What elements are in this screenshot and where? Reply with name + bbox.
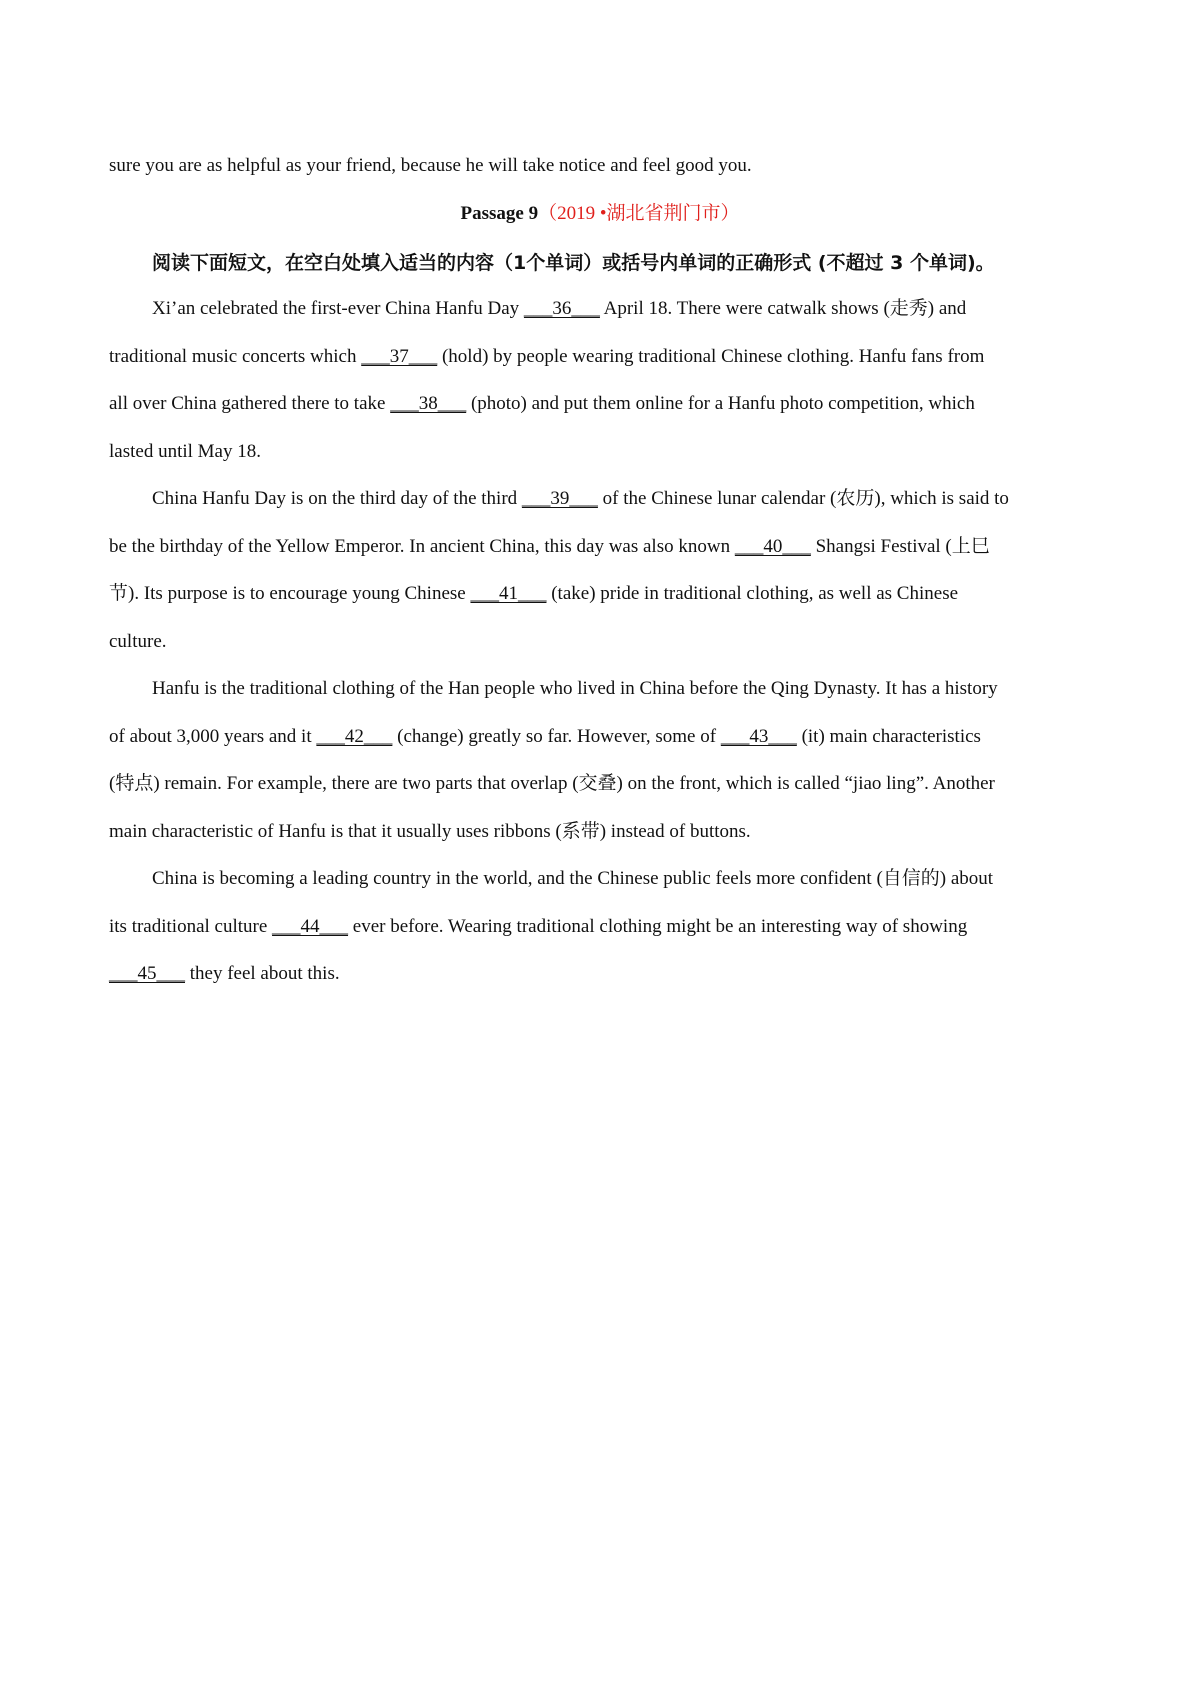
text-line: China is becoming a leading country in the world, and the Chinese public feels more confident (自信的) about [152,868,994,889]
passage-instruction: 阅读下面短文，在空白处填入适当的内容（1个单词）或括号内单词的正确形式 (不超过 3 个单词)。 [152,252,995,274]
text-run: Shangsi Festival (上巳 [810,535,990,557]
text-run: traditional music concerts which [109,345,362,367]
text-line [109,475,1101,523]
text-line [109,333,1101,381]
text-line: main characteristic of Hanfu is that it usually uses ribbons (系带) instead of buttons. [109,820,751,842]
blank-40: ___40___ [734,535,811,557]
text-line [109,713,1101,761]
text-run: (photo) and put them online for a Hanfu photo competition, which [466,393,975,414]
text-run: (it) main characteristics [796,725,981,747]
text-run: (take) pride in traditional clothing, as well as Chinese [546,583,959,604]
blank-45: ___45___ [109,963,185,984]
text-run: (change) greatly so far. However, some of [392,725,721,747]
blank-42: ___42___ [316,725,393,747]
text-line: Hanfu is the traditional clothing of the Han people who lived in China before the Qing Dynasty. It has a history [152,678,998,699]
text-run: they feel about this. [185,963,340,984]
text-run: (hold) by people wearing traditional Chinese clothing. Hanfu fans from [437,345,985,367]
text-run: of the Chinese lunar calendar (农历), which is said to [597,488,1009,509]
text-run: of about 3,000 years and it [109,725,317,747]
text-run: Xi’an celebrated the first-ever China Hanfu Day [152,298,524,319]
text-line [109,570,1101,618]
text-line: sure you are as helpful as your friend, because he will take notice and feel good you. [109,155,752,176]
text-run: all over China gathered there to take [109,393,391,414]
text-run: 节). Its purpose is to encourage young Chinese [109,583,471,604]
passage-title [0,198,1200,230]
passage-source: （2019 •湖北省荆门市） [538,203,740,224]
paragraph-4 [109,855,1101,998]
passage-number: Passage 9 [460,203,539,224]
text-line: lasted until May 18. [109,440,261,462]
text-run: be the birthday of the Yellow Emperor. In ancient China, this day was also known [109,535,735,557]
text-line [109,523,1101,571]
blank-39: ___39___ [521,488,598,509]
blank-41: ___41___ [470,583,547,604]
blank-43: ___43___ [720,725,797,747]
text-line: culture. [109,630,167,652]
paragraph-2 [109,475,1101,665]
text-line: (特点) remain. For example, there are two parts that overlap (交叠) on the front, which is called “jiao ling”. Another [109,773,995,794]
paragraph-1 [109,285,1101,475]
text-run: ever before. Wearing traditional clothing might be an interesting way of showing [348,915,968,937]
text-run: its traditional culture [109,915,273,937]
paragraph-3 [109,665,1101,855]
previous-passage-ending [109,142,1101,190]
blank-44: ___44___ [272,915,349,937]
text-line [109,380,1101,428]
text-run: April 18. There were catwalk shows (走秀) and [599,298,967,319]
blank-38: ___38___ [390,393,467,414]
blank-37: ___37___ [361,345,438,367]
text-line [109,950,1101,998]
text-run: China Hanfu Day is on the third day of the third [152,488,522,509]
text-line [109,285,1101,333]
blank-36: ___36___ [523,298,600,319]
text-line [109,903,1101,951]
